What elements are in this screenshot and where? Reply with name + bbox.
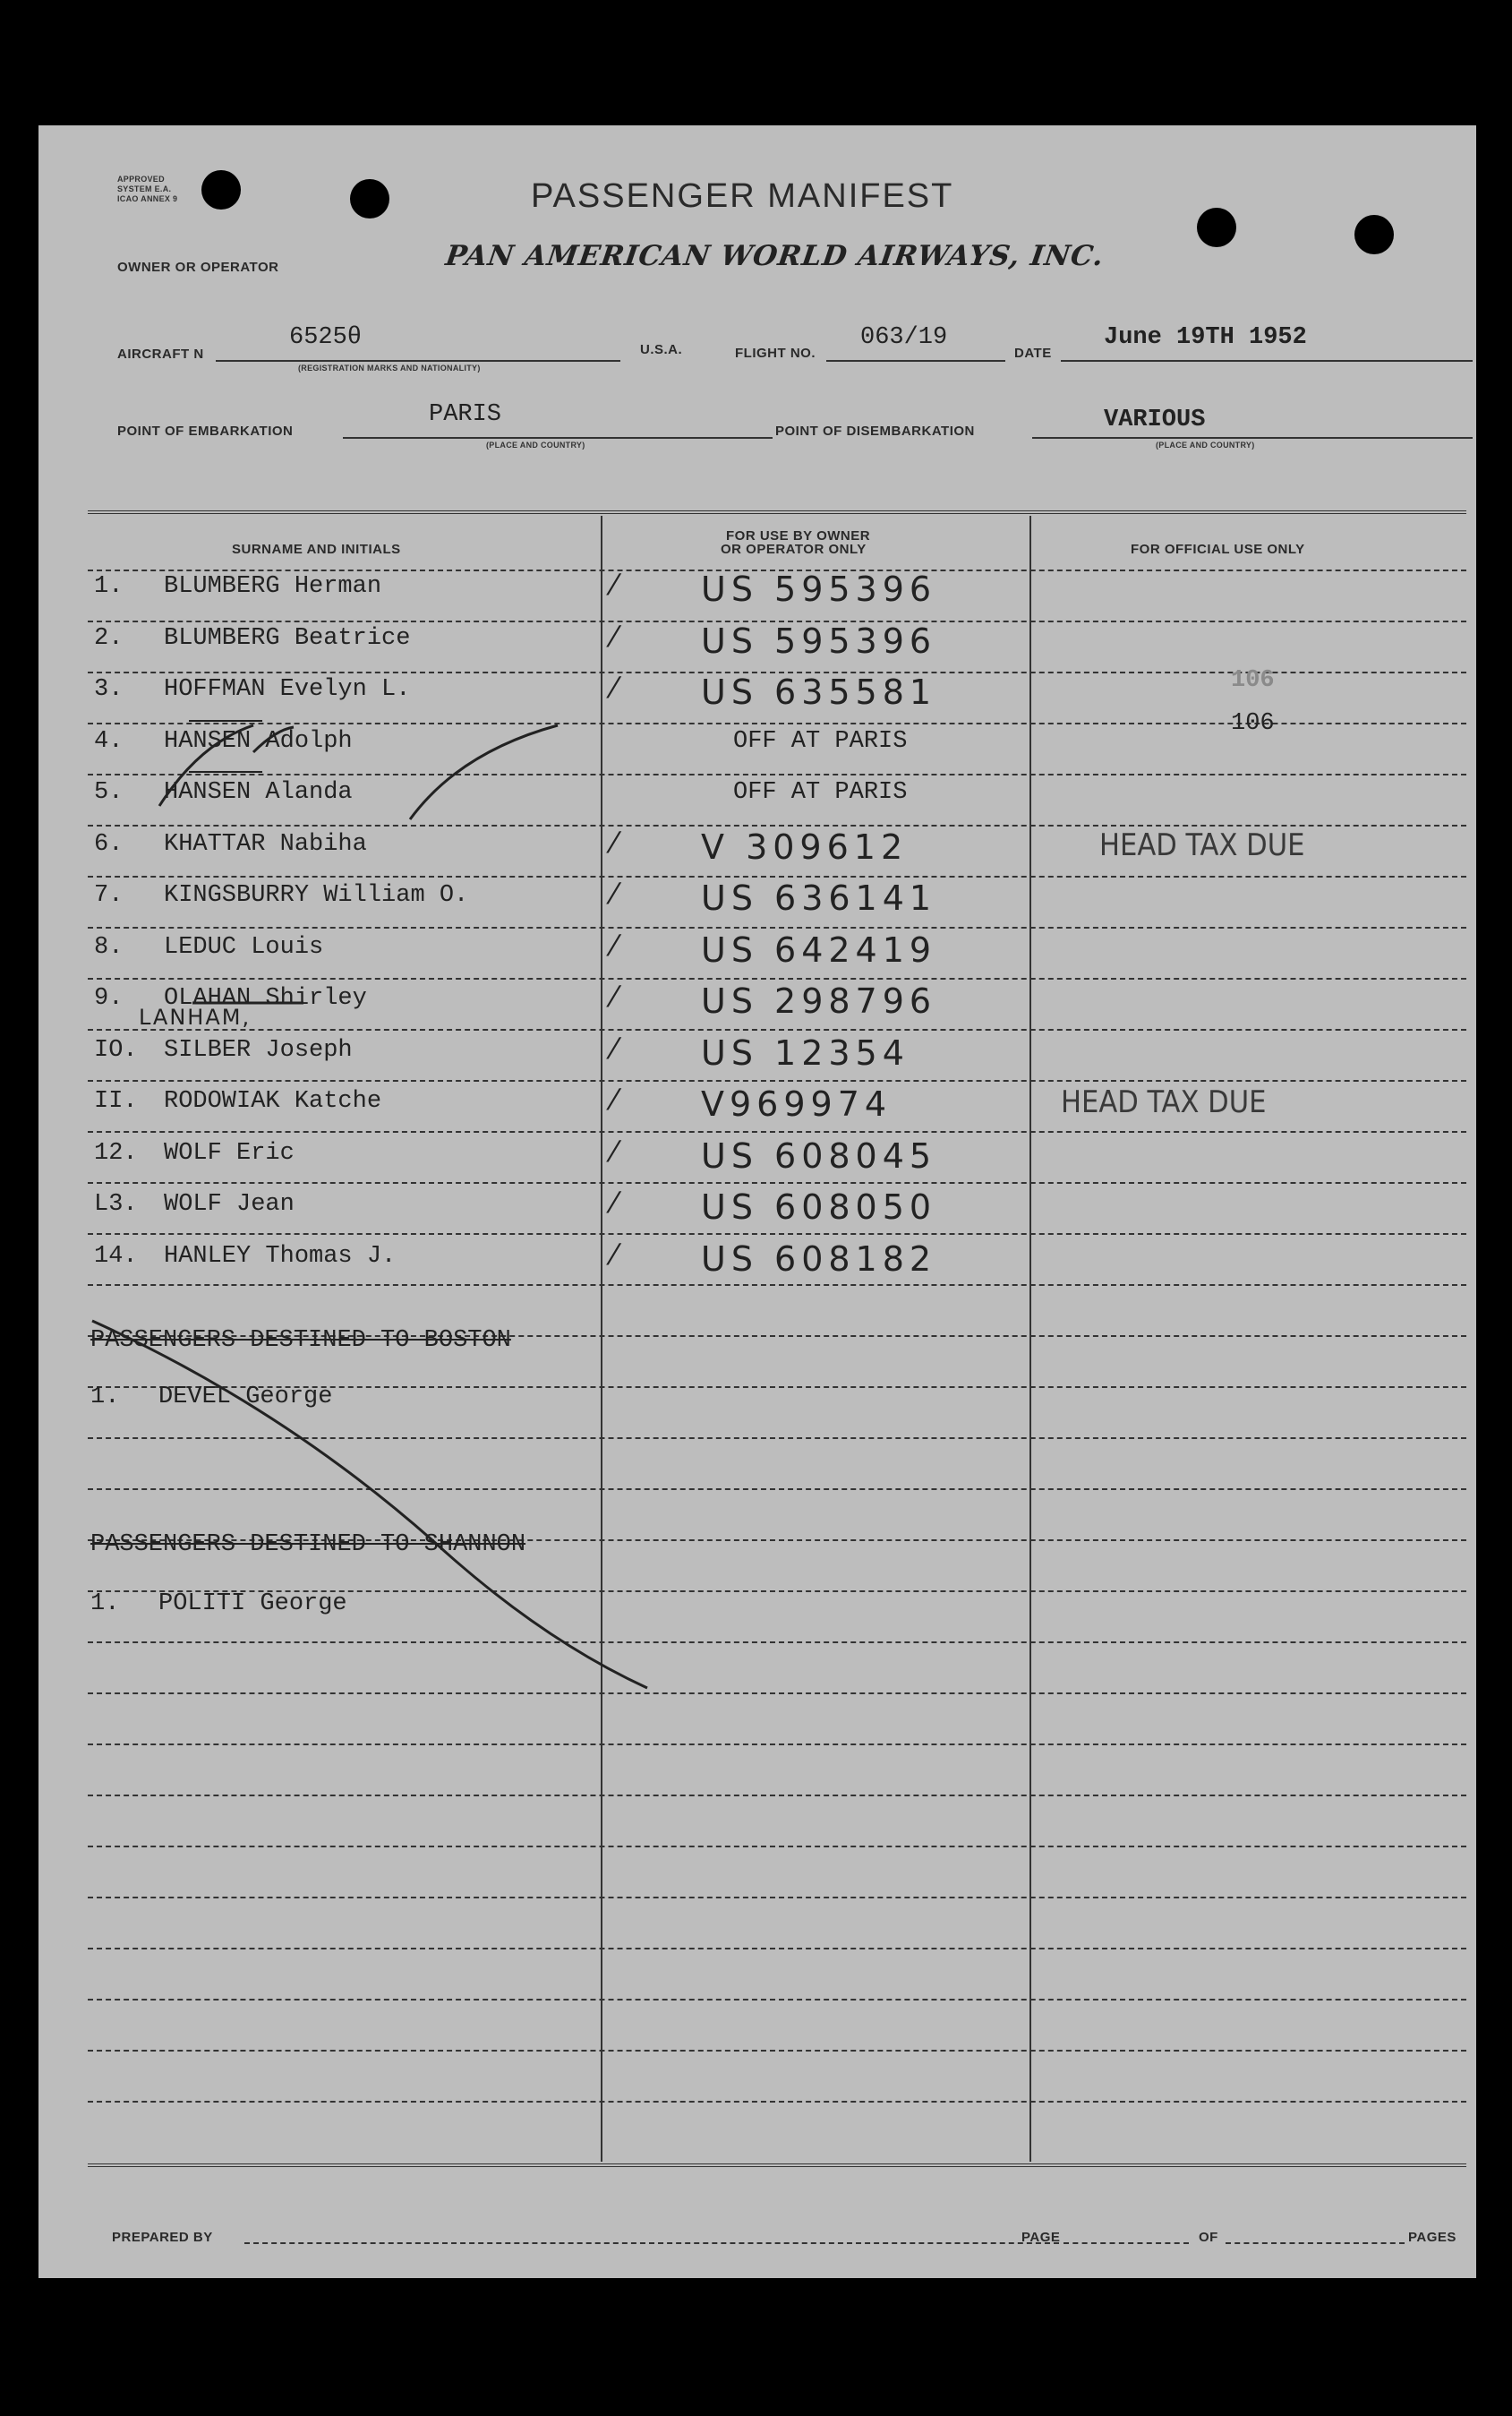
date-label: DATE [1014,346,1052,361]
passenger-name: RODOWIAK Katche [164,1088,382,1115]
row-rule [88,1641,1466,1643]
row-number: 2. [94,624,124,652]
of-label: OF [1199,2230,1218,2245]
row-rule [88,1743,1466,1745]
page-label: PAGE [1021,2230,1061,2245]
row-number: 8. [94,933,124,961]
row-rule [88,1284,1466,1286]
row-rule [88,1999,1466,2000]
row-rule [88,1131,1466,1133]
row-rule [88,1692,1466,1694]
embark-value: PARIS [429,401,502,428]
tick-mark-icon: ⁄ [611,1031,622,1066]
section-boston: PASSENGERS DESTINED TO BOSTON [90,1327,511,1354]
passport-number: US 636141 [701,878,937,918]
official-note: HEAD TAX DUE [1061,1084,1267,1120]
passport-number: V 309612 [701,827,909,867]
passenger-name: SILBER Joseph [164,1036,353,1064]
col-header-owner-2: OR OPERATOR ONLY [721,542,867,557]
approved-stamp [117,175,177,204]
row-rule [88,774,1466,775]
official-note: 106 [1231,709,1275,737]
tick-mark-icon: ⁄ [611,1237,622,1272]
passport-number: US 608050 [701,1187,937,1227]
passenger-name: HANSEN Adolph [164,727,353,755]
row-number: 5. [94,779,124,806]
passenger-name: HANSEN Alanda [164,779,353,806]
flight-label: FLIGHT NO. [735,346,816,361]
punch-hole [1197,208,1236,247]
row-number: 9. [94,985,124,1012]
row-number: 4. [94,727,124,755]
approved-line: APPROVED [117,175,165,184]
passenger-name: KINGSBURRY William O. [164,882,469,909]
airline-name: PAN AMERICAN WORLD AIRWAYS, INC. [443,240,1106,272]
tick-mark-icon: ⁄ [611,1083,622,1117]
owner-label: OWNER OR OPERATOR [117,260,279,275]
passenger-name: HOFFMAN Evelyn L. [164,676,411,703]
tick-mark-icon: ⁄ [611,825,622,860]
aircraft-label: AIRCRAFT N [117,347,204,362]
disembark-value: VARIOUS [1104,407,1206,433]
passport-number: US 595396 [701,570,937,609]
row-rule [88,1846,1466,1847]
official-note: 106 [1231,667,1275,694]
boston-row-num: 1. [90,1384,120,1410]
row-rule [88,1795,1466,1796]
prepared-by-label: PREPARED BY [112,2230,213,2245]
embark-label: POINT OF EMBARKATION [117,424,294,439]
passenger-name: LEDUC Louis [164,933,324,961]
row-rule [88,927,1466,929]
passenger-name: WOLF Jean [164,1191,295,1218]
passport-number: US 635581 [701,673,937,712]
disembark-label: POINT OF DISEMBARKATION [775,424,975,439]
col-header-official: FOR OFFICIAL USE ONLY [1131,542,1305,557]
pages-label: PAGES [1408,2230,1456,2245]
row-rule [88,1488,1466,1490]
row-number: 3. [94,676,124,703]
aircraft-value: 6525θ [289,324,363,351]
row-number: 12. [94,1139,138,1167]
tick-mark-icon: ⁄ [611,877,622,911]
shannon-row-num: 1. [90,1590,120,1617]
tick-mark-icon: ⁄ [611,568,622,602]
usa-label: U.S.A. [640,342,683,357]
passenger-name: KHATTAR Nabiha [164,830,367,858]
row-rule [88,1897,1466,1898]
row-rule [88,1029,1466,1031]
row-rule [88,2050,1466,2052]
manifest-sheet [38,125,1476,2278]
row-number: 14. [94,1242,138,1270]
passenger-name: HANLEY Thomas J. [164,1242,397,1270]
passport-number: OFF AT PARIS [733,727,908,755]
passport-number: US 642419 [701,930,937,970]
punch-hole [350,179,389,218]
embark-sublabel: (PLACE AND COUNTRY) [486,441,585,450]
row-number: L3. [94,1191,138,1218]
tick-mark-icon: ⁄ [611,619,622,654]
passenger-name: BLUMBERG Beatrice [164,624,411,652]
passenger-name: OLAHAN Shirley [164,985,367,1012]
passport-number: US 12354 [701,1032,910,1073]
row-number: IO. [94,1036,138,1064]
passenger-name: WOLF Eric [164,1139,295,1167]
row-number: II. [94,1088,138,1115]
row-rule [88,1233,1466,1235]
flight-value: 063/19 [860,324,948,351]
row9-correction: LANHAM, [139,1005,252,1030]
row-rule [88,1437,1466,1439]
check-mark [410,725,558,819]
passport-number: V969974 [701,1084,893,1124]
row-number: 6. [94,830,124,858]
approved-line: SYSTEM E.A. [117,184,172,193]
row-rule [88,1948,1466,1949]
row-rule [88,876,1466,878]
cancel-diagonal [92,1321,647,1688]
row-rule [88,1182,1466,1184]
punch-hole [201,170,241,210]
aircraft-sublabel: (REGISTRATION MARKS AND NATIONALITY) [298,364,481,373]
page-title: PASSENGER MANIFEST [531,177,954,215]
row-rule [88,2101,1466,2103]
row-rule [88,1080,1466,1082]
approved-line: ICAO ANNEX 9 [117,194,178,203]
official-note: HEAD TAX DUE [1099,827,1305,863]
boston-row-name: DEVEL George [158,1384,333,1410]
passport-number: OFF AT PARIS [733,779,908,806]
punch-hole [1354,215,1394,254]
shannon-row-name: POLITI George [158,1590,347,1617]
row-number: 1. [94,573,124,600]
tick-mark-icon: ⁄ [611,928,622,963]
row-rule [88,978,1466,980]
passport-number: US 298796 [701,981,937,1021]
passport-number: US 608182 [701,1238,937,1279]
col-header-owner-1: FOR USE BY OWNER [726,528,871,544]
tick-mark-icon: ⁄ [611,671,622,705]
passport-number: US 608045 [701,1135,937,1176]
passenger-name: BLUMBERG Herman [164,573,382,600]
date-value: June 19TH 1952 [1104,324,1307,351]
tick-mark-icon: ⁄ [611,1134,622,1169]
row-number: 7. [94,882,124,909]
tick-mark-icon: ⁄ [611,1186,622,1220]
tick-mark-icon: ⁄ [611,980,622,1014]
col-header-surname: SURNAME AND INITIALS [232,542,401,557]
section-shannon: PASSENGERS DESTINED TO SHANNON [90,1531,526,1558]
disembark-sublabel: (PLACE AND COUNTRY) [1156,441,1255,450]
passport-number: US 595396 [701,621,937,661]
